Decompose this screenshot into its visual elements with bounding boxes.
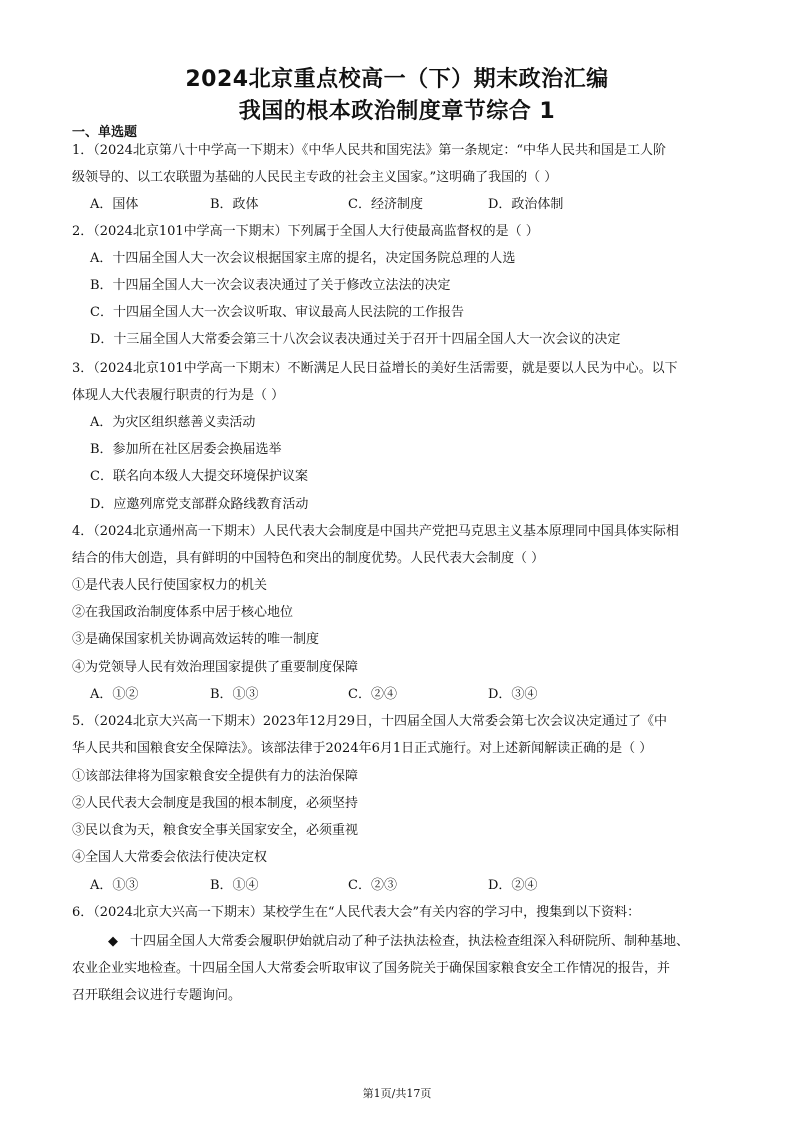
question-5-statement-4: ④全国人大常委会依法行使决定权 bbox=[72, 850, 268, 865]
question-6-material-line-2: 农业企业实地检查。十四届全国人大常委会听取审议了国务院关于确保国家粮食安全工作情况的报告，并 bbox=[72, 961, 671, 976]
question-4-option-d: D．③④ bbox=[488, 687, 538, 702]
question-3-line-2: 体现人大代表履行职责的行为是（ ） bbox=[72, 388, 285, 403]
question-2-option-b: B．十四届全国人大一次会议表决通过了关于修改立法法的决定 bbox=[90, 278, 451, 293]
question-4-line-1: 4．（2024北京通州高一下期末）人民代表大会制度是中国共产党把马克思主义基本原理同中国具体实际相 bbox=[72, 524, 679, 539]
question-3-option-b: B．参加所在社区居委会换届选举 bbox=[90, 442, 282, 457]
question-1-option-c: C．经济制度 bbox=[348, 197, 423, 212]
page-number: 第1页/共17页 bbox=[362, 1087, 432, 1100]
question-6-material-line-1: 十四届全国人大常委会履职伊始就启动了种子法执法检查，执法检查组深入科研院所、制种基地、 bbox=[130, 934, 690, 949]
question-5-option-d: D．②④ bbox=[488, 878, 538, 893]
question-4-option-c: C．②④ bbox=[348, 687, 397, 702]
question-2-option-c: C．十四届全国人大一次会议听取、审议最高人民法院的工作报告 bbox=[90, 305, 464, 320]
question-3-option-a: A．为灾区组织慈善义卖活动 bbox=[90, 415, 256, 430]
question-5-statement-2: ②人民代表大会制度是我国的根本制度，必须坚持 bbox=[72, 796, 359, 811]
question-5-line-1: 5．（2024北京大兴高一下期末）2023年12月29日，十四届全国人大常委会第七次会议决定通过了《中 bbox=[72, 714, 668, 729]
question-1-option-a: A．国体 bbox=[90, 197, 139, 212]
question-3-line-1: 3．（2024北京101中学高一下期末）不断满足人民日益增长的美好生活需要，就是要以人民为中心。以下 bbox=[72, 361, 678, 376]
question-4-line-2: 结合的伟大创造，具有鲜明的中国特色和突出的制度优势。人民代表大会制度（ ） bbox=[72, 551, 545, 566]
document-subtitle: 我国的根本政治制度章节综合 1 bbox=[238, 99, 556, 124]
question-5-option-b: B．①④ bbox=[210, 878, 259, 893]
question-1-option-d: D．政治体制 bbox=[488, 197, 564, 212]
question-4-statement-3: ③是确保国家机关协调高效运转的唯一制度 bbox=[72, 632, 320, 647]
question-4-statement-4: ④为党领导人民有效治理国家提供了重要制度保障 bbox=[72, 660, 359, 675]
question-5-statement-3: ③民以食为天，粮食安全事关国家安全，必须重视 bbox=[72, 823, 359, 838]
question-2-option-d: D．十三届全国人大常委会第三十八次会议表决通过关于召开十四届全国人大一次会议的决定 bbox=[90, 332, 621, 347]
question-5-option-c: C．②③ bbox=[348, 878, 397, 893]
question-5-statement-1: ①该部法律将为国家粮食安全提供有力的法治保障 bbox=[72, 769, 359, 784]
question-1-line-2: 级领导的、以工农联盟为基础的人民民主专政的社会主义国家。”这明确了我国的（ ） bbox=[72, 170, 558, 185]
question-5-option-a: A．①③ bbox=[90, 878, 139, 893]
diamond-bullet-icon: ◆ bbox=[108, 934, 118, 949]
question-4-option-b: B．①③ bbox=[210, 687, 259, 702]
question-3-option-c: C．联名向本级人大提交环境保护议案 bbox=[90, 469, 308, 484]
question-4-statement-2: ②在我国政治制度体系中居于核心地位 bbox=[72, 605, 294, 620]
question-4-statement-1: ①是代表人民行使国家权力的机关 bbox=[72, 578, 268, 593]
section-heading: 一、单选题 bbox=[72, 125, 138, 140]
document-title: 2024北京重点校高一（下）期末政治汇编 bbox=[185, 67, 609, 92]
question-6-material-line-3: 召开联组会议进行专题询问。 bbox=[72, 988, 242, 1003]
question-1-option-b: B．政体 bbox=[210, 197, 259, 212]
question-6-line-1: 6．（2024北京大兴高一下期末）某校学生在“人民代表大会”有关内容的学习中，搜集到以下资料： bbox=[72, 905, 641, 920]
question-5-line-2: 华人民共和国粮食安全保障法》。该部法律于2024年6月1日正式施行。对上述新闻解读正确的是（ ） bbox=[72, 741, 653, 756]
question-2-line-1: 2．（2024北京101中学高一下期末）下列属于全国人大行使最高监督权的是（ ） bbox=[72, 224, 539, 239]
question-3-option-d: D．应邀列席党支部群众路线教育活动 bbox=[90, 497, 309, 512]
question-1-line-1: 1．（2024北京第八十中学高一下期末）《中华人民共和国宪法》第一条规定：“中华人民共和国是工人阶 bbox=[72, 143, 667, 158]
question-4-option-a: A．①② bbox=[90, 687, 139, 702]
question-2-option-a: A．十四届全国人大一次会议根据国家主席的提名，决定国务院总理的人选 bbox=[90, 251, 516, 266]
